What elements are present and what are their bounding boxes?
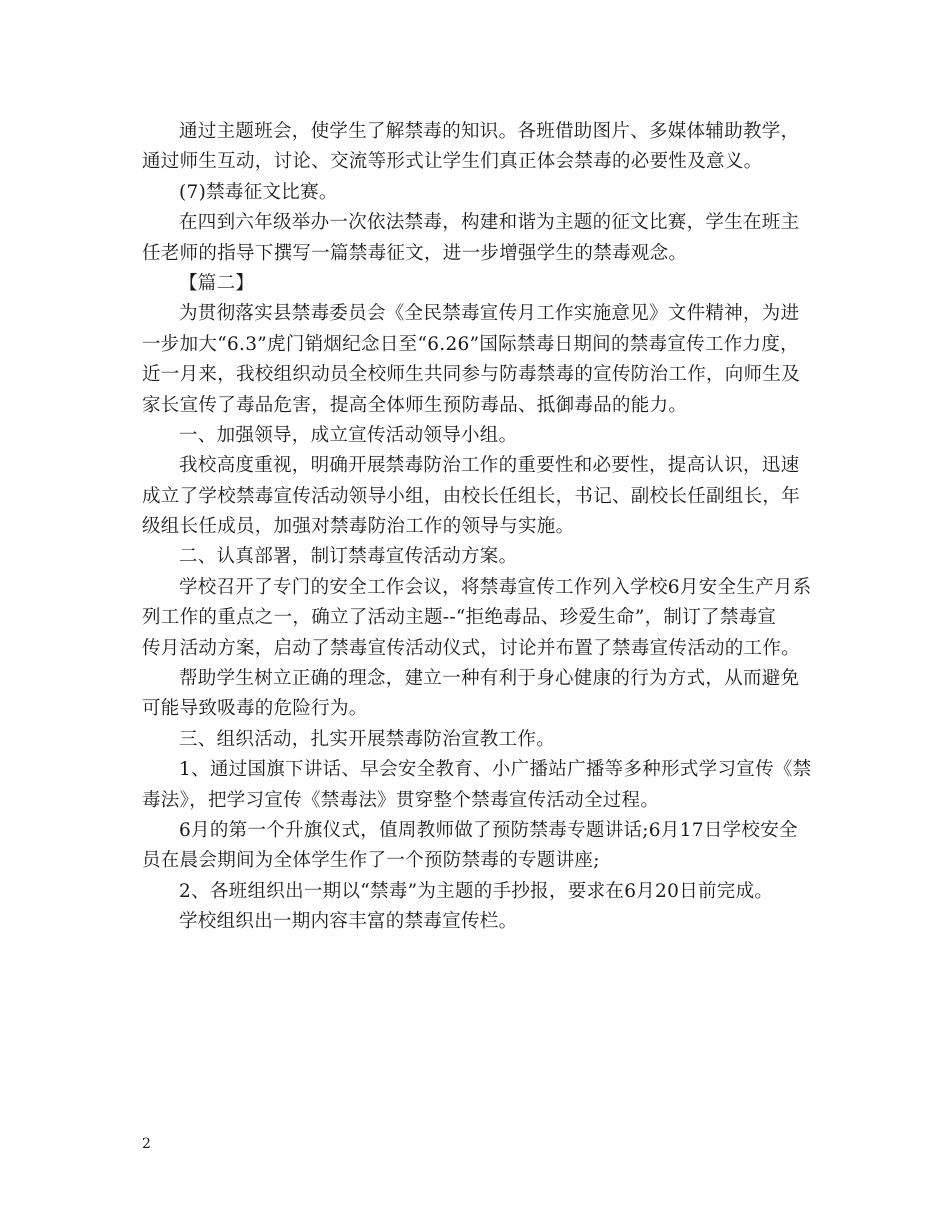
text-line: 一、加强领导，成立宣传活动领导小组。 xyxy=(179,424,518,446)
text-line: 【篇二】 xyxy=(179,272,255,294)
text-line: 二、认真部署，制订禁毒宣传活动方案。 xyxy=(179,546,518,568)
text-line: 可能导致吸毒的危险行为。 xyxy=(142,698,368,720)
text-line: 6月的第一个升旗仪式，值周教师做了预防禁毒专题讲话;6月17日学校安全 xyxy=(179,819,798,841)
text-line: (7)禁毒征文比赛。 xyxy=(179,181,338,203)
text-line: 三、组织活动，扎实开展禁毒防治宣教工作。 xyxy=(179,728,556,750)
text-line: 在四到六年级举办一次依法禁毒，构建和谐为主题的征文比赛，学生在班主 xyxy=(179,212,800,234)
text-line: 任老师的指导下撰写一篇禁毒征文，进一步增强学生的禁毒观念。 xyxy=(142,242,688,264)
text-line: 级组长任成员，加强对禁毒防治工作的领导与实施。 xyxy=(142,516,575,538)
text-line: 2、各班组织出一期以“禁毒”为主题的手抄报，要求在6月20日前完成。 xyxy=(179,880,774,902)
text-line: 帮助学生树立正确的理念，建立一种有利于身心健康的行为方式，从而避免 xyxy=(179,668,800,690)
text-line: 成立了学校禁毒宣传活动领导小组，由校长任组长，书记、副校长任副组长，年 xyxy=(142,485,801,507)
text-line: 通过师生互动，讨论、交流等形式让学生们真正体会禁毒的必要性及意义。 xyxy=(142,151,763,173)
text-line: 为贯彻落实县禁毒委员会《全民禁毒宣传月工作实施意见》文件精神，为进 xyxy=(179,303,800,325)
text-line: 我校高度重视，明确开展禁毒防治工作的重要性和必要性，提高认识，迅速 xyxy=(179,455,800,477)
text-line: 家长宣传了毒品危害，提高全体师生预防毒品、抵御毒品的能力。 xyxy=(142,394,688,416)
text-line: 学校召开了专门的安全工作会议，将禁毒宣传工作列入学校6月安全生产月系 xyxy=(179,576,812,598)
document-body xyxy=(142,117,814,938)
text-line: 1、通过国旗下讲话、早会安全教育、小广播站广播等多种形式学习宣传《禁 xyxy=(179,759,812,781)
text-line: 传月活动方案，启动了禁毒宣传活动仪式，讨论并布置了禁毒宣传活动的工作。 xyxy=(142,637,801,659)
text-line: 通过主题班会，使学生了解禁毒的知识。各班借助图片、多媒体辅助教学， xyxy=(179,121,800,142)
text-line: 列工作的重点之一，确立了活动主题--“拒绝毒品、珍爱生命”，制订了禁毒宣 xyxy=(142,607,777,629)
text-line: 一步加大“6.3”虎门销烟纪念日至“6.26”国际禁毒日期间的禁毒宣传工作力度， xyxy=(142,333,799,355)
text-line: 近一月来，我校组织动员全校师生共同参与防毒禁毒的宣传防治工作，向师生及 xyxy=(142,364,801,386)
text-line: 员在晨会期间为全体学生作了一个预防禁毒的专题讲座; xyxy=(142,850,600,872)
text-line: 学校组织出一期内容丰富的禁毒宣传栏。 xyxy=(179,911,518,933)
text-line: 毒法》，把学习宣传《禁毒法》贯穿整个禁毒宣传活动全过程。 xyxy=(142,789,660,811)
page-number: 2 xyxy=(142,1136,151,1152)
